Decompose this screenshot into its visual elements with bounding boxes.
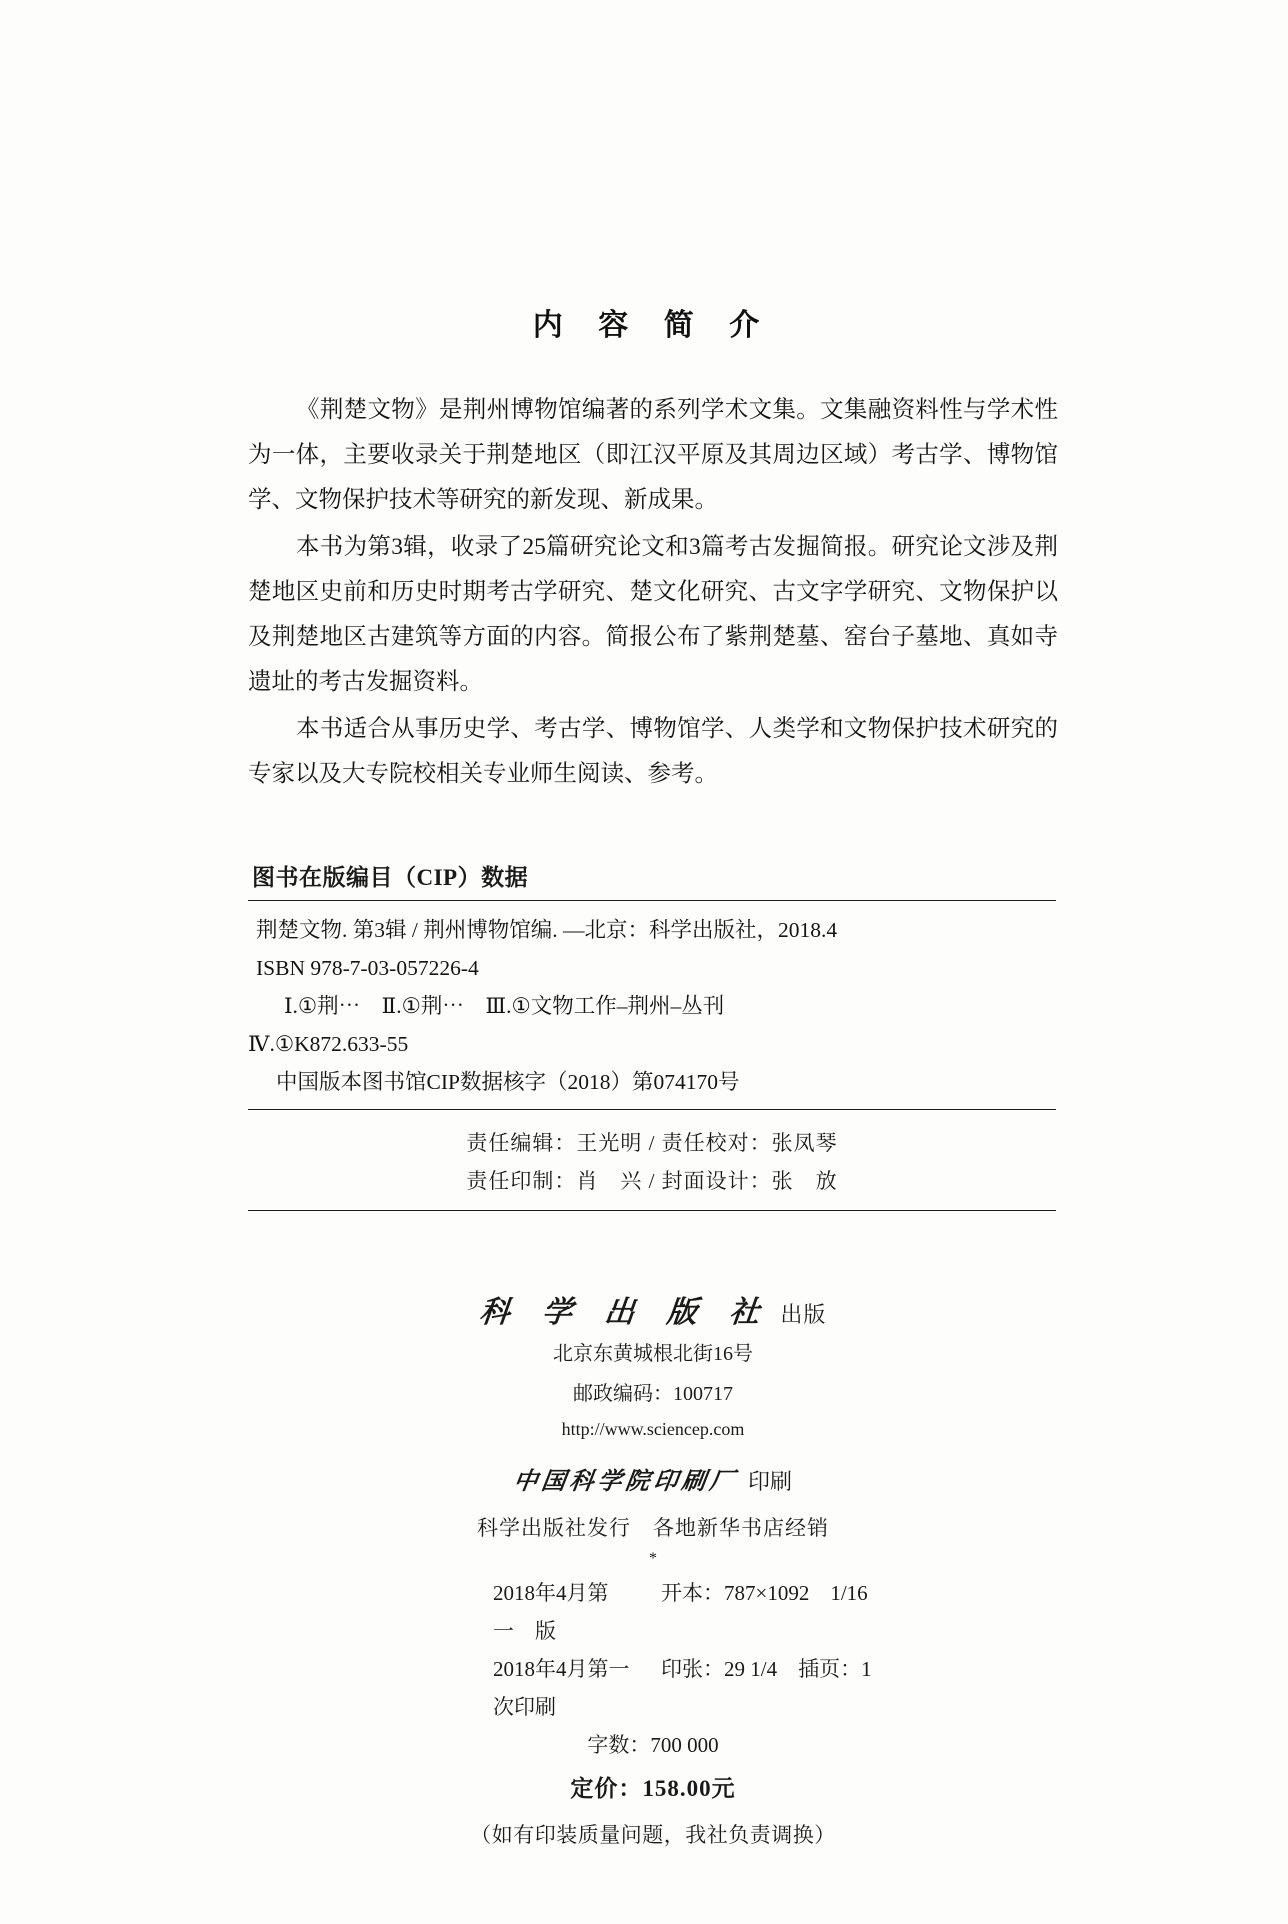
quality-note: （如有印装质量问题，我社负责调换） xyxy=(470,1823,836,1847)
printer-suffix: 印刷 xyxy=(747,1469,792,1494)
abstract-block xyxy=(248,388,1058,797)
imprint-printing: 2018年4月第一次印刷 xyxy=(493,1657,630,1719)
publisher-url[interactable]: http://www.sciencep.com xyxy=(561,1419,745,1439)
credits-block xyxy=(248,1110,1056,1210)
cip-line: 荆楚文物. 第3辑 / 荆州博物馆编. —北京：科学出版社，2018.4 xyxy=(256,918,838,942)
science-press-logo: 科 学 出 版 社 xyxy=(477,1295,772,1330)
publisher-suffix: 出版 xyxy=(780,1302,827,1327)
cip-body xyxy=(248,901,1056,1109)
credit-line: 责任编辑：王光明 / 责任校对：张凤琴 xyxy=(466,1131,838,1155)
cip-line: Ⅰ.①荆⋯ Ⅱ.①荆⋯ Ⅲ.①文物工作–荆州–丛刊 xyxy=(284,994,725,1018)
cip-line: 中国版本图书馆CIP数据核字（2018）第074170号 xyxy=(276,1070,740,1094)
cip-title: 图书在版编目（CIP）数据 xyxy=(252,865,529,890)
imprint-block xyxy=(248,1574,1058,1854)
credit-line: 责任印制：肖 兴 / 封面设计：张 放 xyxy=(466,1169,838,1193)
imprint-row xyxy=(248,1650,1058,1726)
printer-line xyxy=(248,1461,1058,1496)
abstract-paragraph: 本书为第3辑，收录了25篇研究论文和3篇考古发掘简报。研究论文涉及荆楚地区史前和历史时期考古学研究、楚文化研究、古文字学研究、文物保护以及荆楚地区古建筑等方面的内容。简报公布了紫荆楚墓、窑台子墓地、真如寺遗址的考古发掘资料。 xyxy=(248,534,1058,695)
publisher-name-line xyxy=(248,1287,1058,1331)
printer-logo: 中国科学院印刷厂 xyxy=(511,1466,740,1495)
abstract-paragraph: 《荆楚文物》是荆州博物馆编著的系列学术文集。文集融资料性与学术性为一体，主要收录关于荆楚地区（即江汉平原及其周边区域）考古学、博物馆学、文物保护技术等研究的新发现、新成果。 xyxy=(248,397,1058,513)
page-title: 内 容 简 介 xyxy=(532,309,774,342)
imprint-sheets: 印张：29 1/4 插页：1 xyxy=(661,1657,872,1681)
imprint-edition: 2018年4月第 一 版 xyxy=(493,1581,630,1643)
cip-block xyxy=(248,859,1056,1211)
cip-line: ISBN 978-7-03-057226-4 xyxy=(256,956,479,980)
publisher-address: 北京东黄城根北街16号 xyxy=(553,1343,753,1365)
publisher-postcode: 邮政编码：100717 xyxy=(573,1383,733,1405)
credits-bottom-rule xyxy=(248,1210,1056,1211)
separator-asterisk: * xyxy=(649,1550,657,1567)
price-label: 定价：158.00元 xyxy=(570,1776,736,1801)
imprint-format: 开本：787×1092 1/16 xyxy=(661,1581,868,1605)
publisher-block xyxy=(248,1287,1058,1568)
abstract-paragraph: 本书适合从事历史学、考古学、博物馆学、人类学和文物保护技术研究的专家以及大专院校相关专业师生阅读、参考。 xyxy=(248,716,1058,787)
imprint-wordcount: 字数：700 000 xyxy=(587,1733,719,1757)
imprint-row xyxy=(248,1574,1058,1650)
page-content xyxy=(248,0,1058,1854)
distribution-line: 科学出版社发行 各地新华书店经销 xyxy=(477,1516,829,1540)
cip-line: Ⅳ.①K872.633-55 xyxy=(248,1032,409,1056)
